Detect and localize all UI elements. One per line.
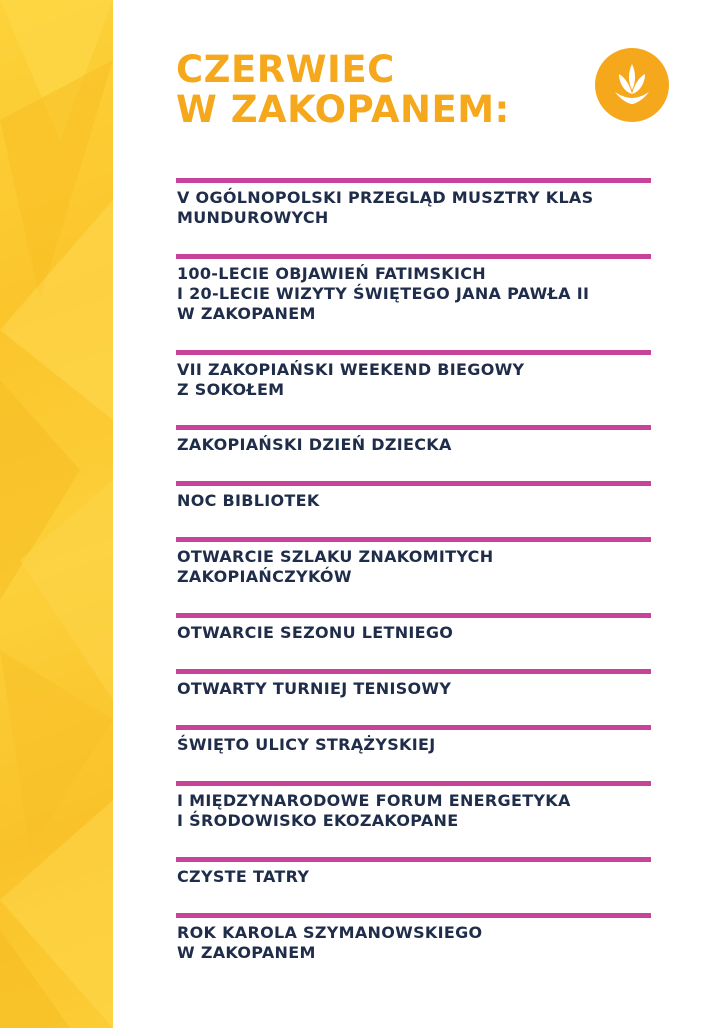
decorative-side-band <box>0 0 113 1028</box>
event-item <box>177 188 657 228</box>
event-line: VII ZAKOPIAŃSKI WEEKEND BIEGOWY <box>177 360 525 379</box>
geometric-pattern <box>0 0 113 1028</box>
event-item <box>177 360 657 400</box>
event-line: ZAKOPIAŃCZYKÓW <box>177 567 352 586</box>
event-line: MUNDUROWYCH <box>177 208 329 227</box>
event-line: I MIĘDZYNARODOWE FORUM ENERGETYKA <box>177 791 571 810</box>
divider-line <box>176 178 651 183</box>
event-line: I 20-LECIE WIZYTY ŚWIĘTEGO JANA PAWŁA II <box>177 284 590 303</box>
event-item <box>177 735 657 755</box>
event-line: NOC BIBLIOTEK <box>177 491 320 510</box>
title-line-1: CZERWIEC <box>176 48 395 91</box>
divider-line <box>176 781 651 786</box>
page-title <box>176 50 510 130</box>
event-line: OTWARCIE SZLAKU ZNAKOMITYCH <box>177 547 494 566</box>
event-line: Z SOKOŁEM <box>177 380 285 399</box>
event-line: OTWARCIE SEZONU LETNIEGO <box>177 623 454 642</box>
event-line: V OGÓLNOPOLSKI PRZEGLĄD MUSZTRY KLAS <box>177 188 594 207</box>
event-line: CZYSTE TATRY <box>177 867 310 886</box>
event-item <box>177 923 657 963</box>
divider-line <box>176 537 651 542</box>
event-item <box>177 791 657 831</box>
event-line: ZAKOPIAŃSKI DZIEŃ DZIECKA <box>177 435 452 454</box>
event-item <box>177 623 657 643</box>
divider-line <box>176 913 651 918</box>
event-item <box>177 491 657 511</box>
divider-line <box>176 425 651 430</box>
event-item <box>177 264 657 324</box>
event-line: OTWARTY TURNIEJ TENISOWY <box>177 679 452 698</box>
divider-line <box>176 857 651 862</box>
event-line: W ZAKOPANEM <box>177 304 316 323</box>
event-line: W ZAKOPANEM <box>177 943 316 962</box>
event-item <box>177 679 657 699</box>
tatra-flower-icon <box>595 48 669 122</box>
divider-line <box>176 481 651 486</box>
event-line: 100-LECIE OBJAWIEŃ FATIMSKICH <box>177 264 486 283</box>
title-line-2: W ZAKOPANEM: <box>176 88 510 131</box>
event-line: ROK KAROLA SZYMANOWSKIEGO <box>177 923 483 942</box>
divider-line <box>176 613 651 618</box>
divider-line <box>176 669 651 674</box>
divider-line <box>176 254 651 259</box>
divider-line <box>176 725 651 730</box>
event-line: ŚWIĘTO ULICY STRĄŻYSKIEJ <box>177 735 436 754</box>
event-item <box>177 435 657 455</box>
event-line: I ŚRODOWISKO EKOZAKOPANE <box>177 811 459 830</box>
event-item <box>177 547 657 587</box>
divider-line <box>176 350 651 355</box>
event-item <box>177 867 657 887</box>
